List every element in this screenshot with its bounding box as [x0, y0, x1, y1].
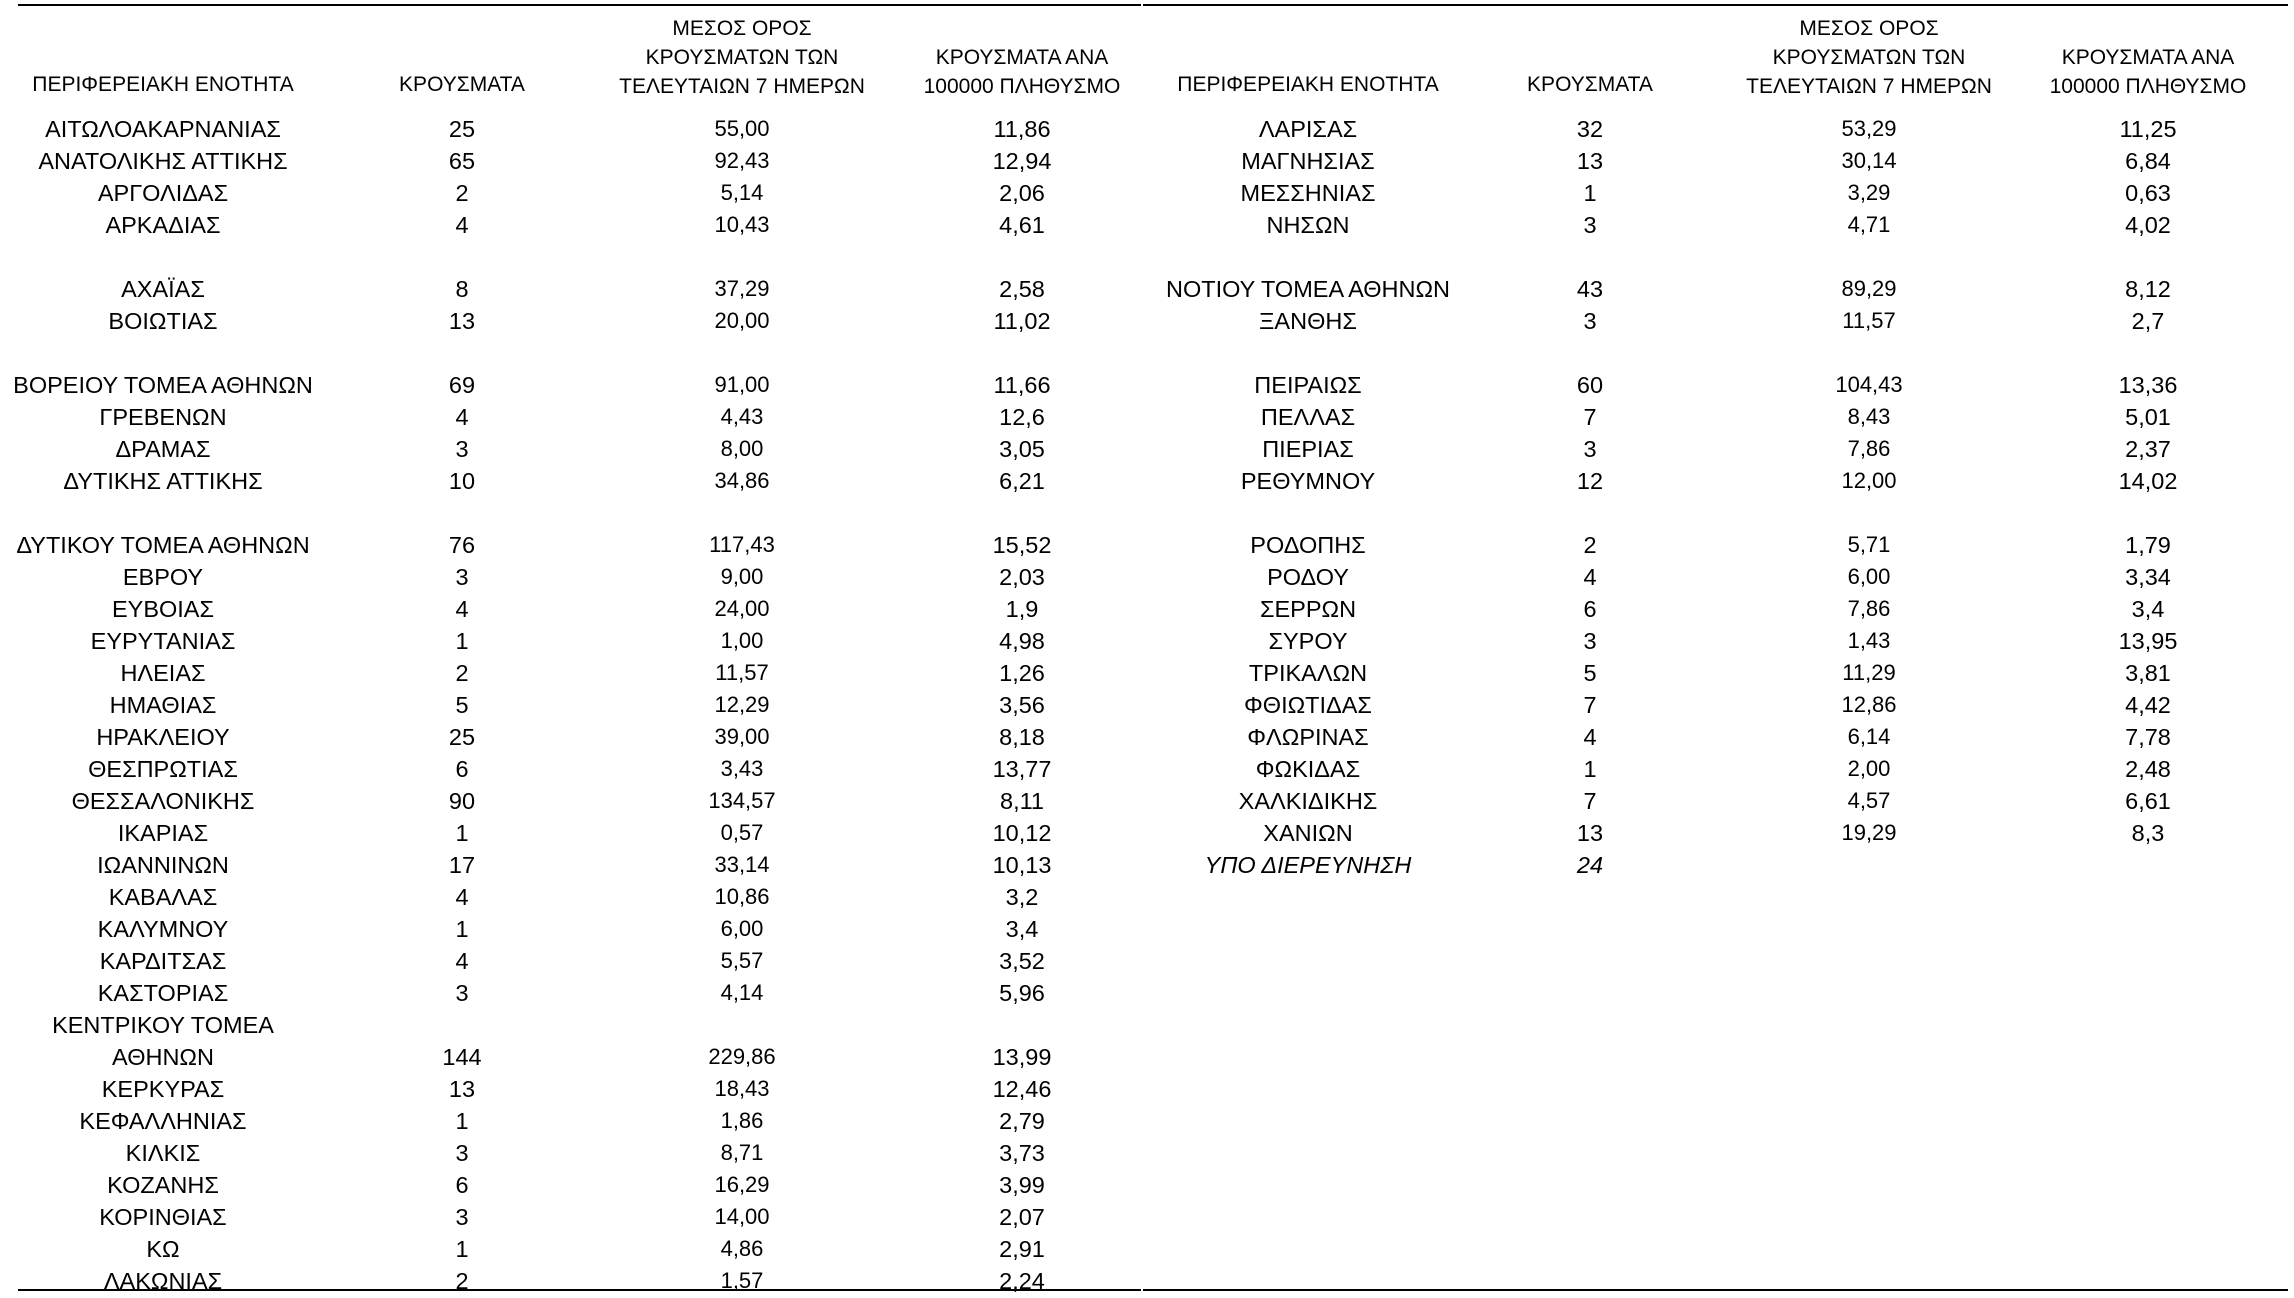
avg-7day-value: 134,57	[708, 788, 776, 813]
region-name: ΚΙΛΚΙΣ	[125, 1140, 201, 1166]
region-name: ΚΕΡΚΥΡΑΣ	[101, 1076, 225, 1102]
cases-value: 2	[455, 660, 469, 686]
cases-value: 8	[455, 276, 469, 302]
header-per100k-right	[2050, 43, 2247, 101]
header-region-left: ΠΕΡΙΦΕΡΕΙΑΚΗ ΕΝΟΤΗΤΑ	[32, 73, 294, 96]
cases-value: 17	[448, 852, 476, 878]
cases-value: 3	[455, 436, 469, 462]
region-name: ΕΒΡΟΥ	[122, 564, 204, 590]
region-name: ΙΩΑΝΝΙΝΩΝ	[97, 852, 229, 878]
region-name: ΔΡΑΜΑΣ	[115, 436, 211, 462]
region-name: ΑΡΚΑΔΙΑΣ	[105, 212, 221, 238]
avg-7day-value: 92,43	[714, 148, 770, 173]
per100k-value: 3,73	[999, 1140, 1045, 1166]
cases-value: 144	[442, 1044, 482, 1070]
avg-7day-value: 16,29	[714, 1172, 770, 1197]
per100k-value: 2,37	[2125, 436, 2171, 462]
region-name: ΥΠΟ ΔΙΕΡΕΥΝΗΣΗ	[1204, 852, 1412, 878]
cases-value: 5	[1583, 660, 1597, 686]
region-name: ΚΕΝΤΡΙΚΟΥ ΤΟΜΕΑ	[52, 1012, 274, 1038]
avg-7day-value: 37,29	[714, 276, 770, 301]
per100k-value: 11,66	[993, 372, 1051, 398]
avg-7day-value: 89,29	[1841, 276, 1897, 301]
header-per100k-line1: ΚΡΟΥΣΜΑΤΑ ΑΝΑ	[2061, 46, 2235, 69]
cases-value: 10	[448, 468, 476, 494]
cases-value: 5	[455, 692, 469, 718]
region-name: ΑΡΓΟΛΙΔΑΣ	[97, 180, 229, 206]
avg-7day-value: 1,86	[720, 1108, 764, 1133]
per100k-value: 13,99	[992, 1044, 1052, 1070]
cases-value: 1	[455, 628, 469, 654]
region-name: ΣΕΡΡΩΝ	[1259, 596, 1357, 622]
avg-7day-value: 4,14	[720, 980, 764, 1005]
header-avg-right	[1746, 14, 1992, 101]
header-per100k-line1: ΚΡΟΥΣΜΑΤΑ ΑΝΑ	[935, 46, 1109, 69]
region-name: ΡΕΘΥΜΝΟΥ	[1240, 468, 1376, 494]
region-name: ΙΚΑΡΙΑΣ	[117, 820, 209, 846]
per100k-value: 1,79	[2125, 532, 2171, 558]
cases-value: 2	[455, 180, 469, 206]
per100k-value: 0,63	[2125, 180, 2171, 206]
cases-value: 2	[455, 1268, 469, 1294]
header-cases-right: ΚΡΟΥΣΜΑΤΑ	[1527, 73, 1653, 96]
per100k-value: 6,84	[2125, 148, 2171, 174]
region-name: ΡΟΔΟΥ	[1267, 564, 1349, 590]
region-name-line2: ΑΘΗΝΩΝ	[112, 1044, 214, 1070]
per100k-value: 14,02	[2118, 468, 2178, 494]
cases-value: 3	[455, 1204, 469, 1230]
region-name: ΜΑΓΝΗΣΙΑΣ	[1241, 148, 1375, 174]
per100k-value: 7,78	[2125, 724, 2171, 750]
avg-7day-value: 4,71	[1847, 212, 1891, 237]
header-avg-line3: ΤΕΛΕΥΤΑΙΩΝ 7 ΗΜΕΡΩΝ	[619, 75, 865, 98]
cases-value: 69	[448, 372, 476, 398]
region-name: ΚΩ	[146, 1236, 180, 1262]
region-name: ΕΥΡΥΤΑΝΙΑΣ	[90, 628, 236, 654]
per100k-value: 3,56	[999, 692, 1045, 718]
cases-value: 12	[1576, 468, 1604, 494]
region-name: ΜΕΣΣΗΝΙΑΣ	[1240, 180, 1376, 206]
avg-7day-value: 6,00	[1847, 564, 1891, 589]
cases-value: 4	[455, 948, 469, 974]
avg-7day-value: 14,00	[714, 1204, 770, 1229]
region-name: ΑΧΑΪΑΣ	[121, 276, 205, 302]
header-avg-line1: ΜΕΣΟΣ ΟΡΟΣ	[672, 17, 812, 40]
avg-7day-value: 5,57	[720, 948, 764, 973]
header-avg-line2: ΚΡΟΥΣΜΑΤΩΝ ΤΩΝ	[1772, 46, 1966, 69]
cases-value: 6	[1583, 596, 1597, 622]
region-name: ΠΕΙΡΑΙΩΣ	[1254, 372, 1362, 398]
avg-7day-value: 55,00	[714, 116, 770, 141]
region-name: ΕΥΒΟΙΑΣ	[111, 596, 215, 622]
bottom-rule-right	[1143, 1289, 2288, 1291]
per100k-value: 4,42	[2125, 692, 2171, 718]
avg-7day-value: 5,14	[720, 180, 764, 205]
per100k-value: 8,11	[1000, 788, 1044, 814]
avg-7day-value: 30,14	[1841, 148, 1897, 173]
cases-value: 60	[1576, 372, 1604, 398]
cases-value: 1	[1583, 180, 1597, 206]
per100k-value: 2,58	[999, 276, 1045, 302]
per100k-value: 15,52	[992, 532, 1052, 558]
cases-value: 24	[1576, 852, 1604, 878]
avg-7day-value: 10,43	[714, 212, 770, 237]
avg-7day-value: 24,00	[714, 596, 770, 621]
cases-value: 13	[448, 308, 476, 334]
per100k-value: 13,95	[2118, 628, 2178, 654]
region-name: ΡΟΔΟΠΗΣ	[1250, 532, 1366, 558]
per100k-value: 1,26	[999, 660, 1045, 686]
cases-value: 4	[1583, 564, 1597, 590]
cases-value: 6	[455, 756, 469, 782]
per100k-value: 13,77	[992, 756, 1052, 782]
per100k-value: 2,24	[999, 1268, 1045, 1294]
per100k-value: 2,7	[2131, 308, 2165, 334]
cases-value: 32	[1576, 116, 1604, 142]
per100k-value: 11,25	[2119, 116, 2177, 142]
avg-7day-value: 1,43	[1847, 628, 1891, 653]
cases-value: 7	[1583, 692, 1597, 718]
cases-value: 7	[1583, 788, 1597, 814]
per100k-value: 2,03	[999, 564, 1045, 590]
region-name: ΠΕΛΛΑΣ	[1260, 404, 1356, 430]
per100k-value: 1,9	[1005, 596, 1039, 622]
region-name: ΚΟΡΙΝΘΙΑΣ	[99, 1204, 227, 1230]
avg-7day-value: 3,43	[720, 756, 764, 781]
header-avg-line1: ΜΕΣΟΣ ΟΡΟΣ	[1799, 17, 1939, 40]
region-name: ΚΟΖΑΝΗΣ	[107, 1172, 219, 1198]
region-name: ΘΕΣΣΑΛΟΝΙΚΗΣ	[71, 788, 255, 814]
avg-7day-value: 39,00	[714, 724, 770, 749]
region-name: ΤΡΙΚΑΛΩΝ	[1248, 660, 1368, 686]
region-name: ΘΕΣΠΡΩΤΙΑΣ	[88, 756, 238, 782]
avg-7day-value: 11,29	[1842, 660, 1896, 685]
per100k-value: 3,52	[999, 948, 1045, 974]
cases-value: 3	[1583, 436, 1597, 462]
region-name: ΒΟΙΩΤΙΑΣ	[108, 308, 218, 334]
avg-7day-value: 117,43	[709, 532, 775, 557]
avg-7day-value: 33,14	[714, 852, 770, 877]
cases-value: 1	[455, 1108, 469, 1134]
header-per100k-line2: 100000 ΠΛΗΘΥΣΜΟ	[2049, 75, 2247, 98]
region-name: ΔΥΤΙΚΟΥ ΤΟΜΕΑ ΑΘΗΝΩΝ	[16, 532, 310, 558]
per100k-value: 4,61	[999, 212, 1045, 238]
region-name: ΛΑΚΩΝΙΑΣ	[103, 1268, 223, 1294]
per100k-value: 10,13	[992, 852, 1052, 878]
region-name: ΝΟΤΙΟΥ ΤΟΜΕΑ ΑΘΗΝΩΝ	[1165, 276, 1451, 302]
header-cases-left: ΚΡΟΥΣΜΑΤΑ	[399, 73, 525, 96]
cases-value: 13	[448, 1076, 476, 1102]
per100k-value: 3,34	[2125, 564, 2171, 590]
header-avg-line2: ΚΡΟΥΣΜΑΤΩΝ ΤΩΝ	[645, 46, 839, 69]
per100k-value: 2,48	[2125, 756, 2171, 782]
per100k-value: 3,4	[2131, 596, 2165, 622]
per100k-value: 2,07	[999, 1204, 1045, 1230]
region-name: ΚΑΡΔΙΤΣΑΣ	[99, 948, 227, 974]
cases-value: 3	[455, 1140, 469, 1166]
region-name: ΚΕΦΑΛΛΗΝΙΑΣ	[79, 1108, 247, 1134]
cases-value: 2	[1583, 532, 1597, 558]
avg-7day-value: 53,29	[1841, 116, 1897, 141]
cases-value: 3	[1583, 212, 1597, 238]
avg-7day-value: 20,00	[714, 308, 770, 333]
cases-value: 13	[1576, 820, 1604, 846]
region-name: ΚΑΣΤΟΡΙΑΣ	[97, 980, 229, 1006]
cases-value: 1	[455, 916, 469, 942]
per100k-value: 4,02	[2125, 212, 2171, 238]
cases-value: 3	[1583, 308, 1597, 334]
per100k-value: 2,06	[999, 180, 1045, 206]
region-name: ΗΜΑΘΙΑΣ	[109, 692, 217, 718]
per100k-value: 3,2	[1005, 884, 1039, 910]
region-name: ΠΙΕΡΙΑΣ	[1262, 436, 1354, 462]
region-name: ΛΑΡΙΣΑΣ	[1258, 116, 1358, 142]
cases-value: 4	[1583, 724, 1597, 750]
per100k-value: 6,61	[2125, 788, 2171, 814]
per100k-value: 3,99	[999, 1172, 1045, 1198]
cases-value: 76	[448, 532, 476, 558]
cases-value: 4	[455, 404, 469, 430]
avg-7day-value: 4,57	[1847, 788, 1891, 813]
cases-value: 1	[455, 1236, 469, 1262]
region-name: ΣΥΡΟΥ	[1268, 628, 1348, 654]
per100k-value: 4,98	[999, 628, 1045, 654]
region-name: ΑΙΤΩΛΟΑΚΑΡΝΑΝΙΑΣ	[45, 116, 281, 142]
per100k-value: 3,05	[999, 436, 1045, 462]
header-region-right: ΠΕΡΙΦΕΡΕΙΑΚΗ ΕΝΟΤΗΤΑ	[1177, 73, 1439, 96]
top-rule-left	[18, 4, 1141, 6]
region-name: ΗΡΑΚΛΕΙΟΥ	[96, 724, 230, 750]
avg-7day-value: 12,00	[1841, 468, 1897, 493]
header-per100k-line2: 100000 ΠΛΗΘΥΣΜΟ	[923, 75, 1121, 98]
cases-value: 43	[1576, 276, 1604, 302]
region-name: ΑΝΑΤΟΛΙΚΗΣ ΑΤΤΙΚΗΣ	[38, 148, 288, 174]
avg-7day-value: 7,86	[1847, 596, 1891, 621]
cases-value: 1	[1583, 756, 1597, 782]
per100k-value: 5,96	[999, 980, 1045, 1006]
per100k-value: 11,02	[993, 308, 1051, 334]
per100k-value: 3,4	[1005, 916, 1039, 942]
avg-7day-value: 19,29	[1841, 820, 1897, 845]
avg-7day-value: 6,14	[1847, 724, 1891, 749]
region-name: ΒΟΡΕΙΟΥ ΤΟΜΕΑ ΑΘΗΝΩΝ	[13, 372, 313, 398]
avg-7day-value: 1,00	[720, 628, 764, 653]
region-name: ΞΑΝΘΗΣ	[1259, 308, 1357, 334]
per100k-value: 8,12	[2125, 276, 2171, 302]
cases-value: 13	[1576, 148, 1604, 174]
per100k-value: 3,81	[2125, 660, 2171, 686]
cases-value: 1	[455, 820, 469, 846]
per100k-value: 12,94	[992, 148, 1052, 174]
avg-7day-value: 5,71	[1847, 532, 1891, 557]
cases-value: 25	[448, 116, 476, 142]
avg-7day-value: 11,57	[1842, 308, 1896, 333]
avg-7day-value: 18,43	[714, 1076, 770, 1101]
avg-7day-value: 11,57	[715, 660, 769, 685]
avg-7day-value: 4,43	[720, 404, 764, 429]
avg-7day-value: 10,86	[714, 884, 770, 909]
header-avg-line3: ΤΕΛΕΥΤΑΙΩΝ 7 ΗΜΕΡΩΝ	[1746, 75, 1992, 98]
cases-value: 65	[448, 148, 476, 174]
region-name: ΗΛΕΙΑΣ	[120, 660, 206, 686]
avg-7day-value: 4,86	[720, 1236, 764, 1261]
cases-value: 25	[448, 724, 476, 750]
avg-7day-value: 8,43	[1847, 404, 1891, 429]
avg-7day-value: 6,00	[720, 916, 764, 941]
region-name: ΦΛΩΡΙΝΑΣ	[1247, 724, 1369, 750]
cases-value: 7	[1583, 404, 1597, 430]
avg-7day-value: 3,29	[1847, 180, 1891, 205]
cases-value: 4	[455, 212, 469, 238]
avg-7day-value: 2,00	[1847, 756, 1891, 781]
region-name: ΦΘΙΩΤΙΔΑΣ	[1244, 692, 1372, 718]
region-name: ΚΑΒΑΛΑΣ	[108, 884, 218, 910]
avg-7day-value: 1,57	[720, 1268, 764, 1293]
region-name: ΓΡΕΒΕΝΩΝ	[99, 404, 227, 430]
avg-7day-value: 104,43	[1835, 372, 1903, 397]
cases-value: 6	[455, 1172, 469, 1198]
region-name: ΧΑΝΙΩΝ	[1263, 820, 1353, 846]
per100k-value: 2,91	[999, 1236, 1045, 1262]
per100k-value: 2,79	[999, 1108, 1045, 1134]
header-per100k-left	[924, 43, 1121, 101]
region-name: ΝΗΣΩΝ	[1266, 212, 1350, 238]
avg-7day-value: 229,86	[708, 1044, 776, 1069]
per100k-value: 6,21	[999, 468, 1045, 494]
per100k-value: 12,6	[999, 404, 1045, 430]
cases-value: 4	[455, 596, 469, 622]
avg-7day-value: 7,86	[1847, 436, 1891, 461]
region-name: ΚΑΛΥΜΝΟΥ	[97, 916, 229, 942]
region-name: ΔΥΤΙΚΗΣ ΑΤΤΙΚΗΣ	[63, 468, 263, 494]
cases-value: 3	[1583, 628, 1597, 654]
per100k-value: 12,46	[992, 1076, 1052, 1102]
per100k-value: 13,36	[2118, 372, 2178, 398]
avg-7day-value: 34,86	[714, 468, 770, 493]
per100k-value: 10,12	[992, 820, 1052, 846]
avg-7day-value: 12,86	[1841, 692, 1897, 717]
avg-7day-value: 9,00	[720, 564, 764, 589]
avg-7day-value: 8,71	[720, 1140, 764, 1165]
header-avg-left	[619, 14, 865, 101]
region-name: ΦΩΚΙΔΑΣ	[1255, 756, 1361, 782]
cases-value: 4	[455, 884, 469, 910]
per100k-value: 8,18	[999, 724, 1045, 750]
cases-value: 3	[455, 980, 469, 1006]
cases-value: 90	[448, 788, 476, 814]
cases-value: 3	[455, 564, 469, 590]
per100k-value: 11,86	[993, 116, 1051, 142]
per100k-value: 5,01	[2125, 404, 2171, 430]
avg-7day-value: 0,57	[720, 820, 764, 845]
avg-7day-value: 8,00	[720, 436, 764, 461]
avg-7day-value: 91,00	[714, 372, 770, 397]
per100k-value: 8,3	[2131, 820, 2165, 846]
top-rule-right	[1143, 4, 2288, 6]
region-name: ΧΑΛΚΙΔΙΚΗΣ	[1238, 788, 1378, 814]
avg-7day-value: 12,29	[714, 692, 770, 717]
